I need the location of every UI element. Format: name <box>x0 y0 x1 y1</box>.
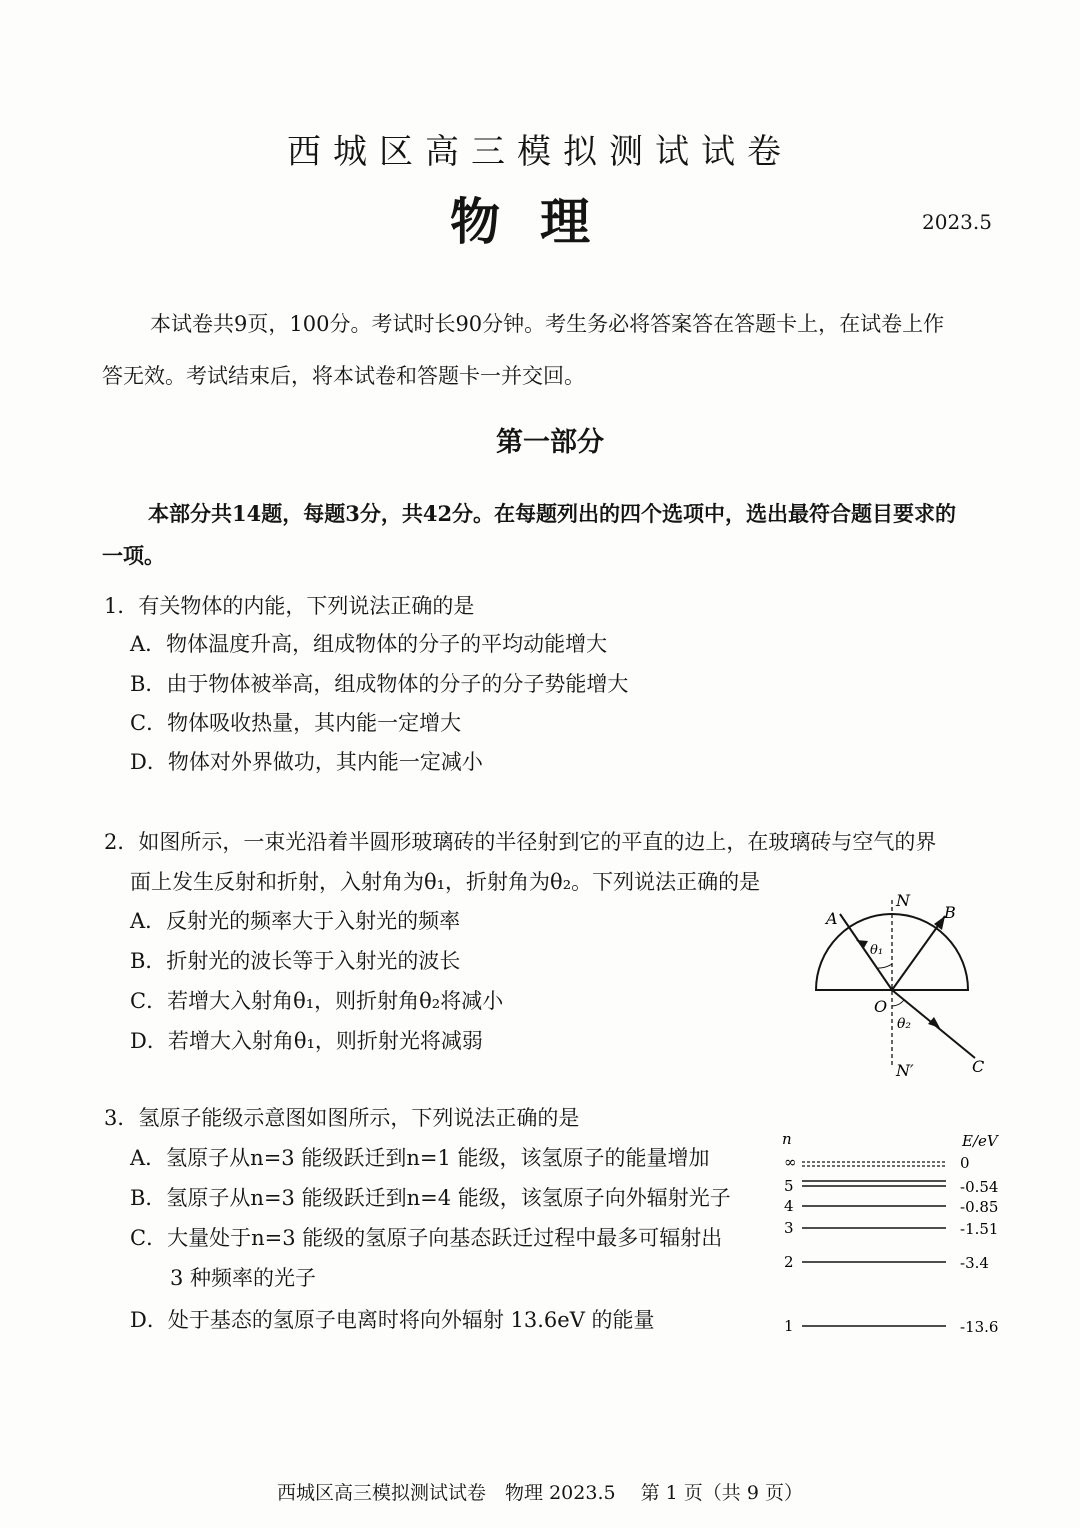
q3-stem: 3．氢原子能级示意图如图所示，下列说法正确的是 <box>104 1106 580 1130</box>
label-c: C <box>972 1057 985 1076</box>
q3-energy-level-diagram <box>770 1128 1015 1343</box>
section-desc-line-2: 一项。 <box>102 543 165 568</box>
energy-axis-header: E/eV <box>962 1132 998 1150</box>
q3-option-c-continued: 3 种频率的光子 <box>170 1266 317 1290</box>
label-theta2: θ₂ <box>897 1016 912 1032</box>
instructions-line-2: 答无效。考试结束后，将本试卷和答题卡一并交回。 <box>102 364 585 388</box>
incident-ray <box>840 914 892 990</box>
q1-option-b: B．由于物体被举高，组成物体的分子的分子势能增大 <box>130 672 629 696</box>
energy-levels <box>784 1153 998 1336</box>
energy-level-e-label: -1.51 <box>960 1220 999 1238</box>
q3-option-c: C．大量处于n=3 能级的氢原子向基态跃迁过程中最多可辐射出 <box>130 1226 723 1250</box>
n-axis-header: n <box>782 1130 792 1148</box>
energy-level-n-label: 3 <box>784 1219 794 1237</box>
q2-stem-line-2: 面上发生反射和折射，入射角为θ₁，折射角为θ₂。下列说法正确的是 <box>130 870 761 894</box>
label-n-prime: N′ <box>896 1061 914 1080</box>
label-o: O <box>874 997 888 1016</box>
energy-level-n-label: 5 <box>784 1177 794 1195</box>
label-a: A <box>826 909 838 928</box>
energy-level-e-label: -0.54 <box>960 1178 999 1196</box>
q1-stem: 1．有关物体的内能，下列说法正确的是 <box>104 594 475 618</box>
label-b: B <box>944 903 956 922</box>
q3-option-b: B．氢原子从n=3 能级跃迁到n=4 能级，该氢原子向外辐射光子 <box>130 1186 731 1210</box>
theta2-arc <box>892 1000 904 1006</box>
energy-level-e-label: -13.6 <box>960 1318 999 1336</box>
q1-option-d: D．物体对外界做功，其内能一定减小 <box>130 750 483 774</box>
q1-option-c: C．物体吸收热量，其内能一定增大 <box>130 711 462 735</box>
instructions-line-1: 本试卷共9页，100分。考试时长90分钟。考生务必将答案答在答题卡上，在试卷上作 <box>150 312 945 336</box>
q2-stem-line-1: 2．如图所示，一束光沿着半圆形玻璃砖的半径射到它的平直的边上，在玻璃砖与空气的界 <box>104 830 937 854</box>
energy-level-e-label: 0 <box>960 1154 970 1172</box>
exam-date: 2023.5 <box>922 210 992 234</box>
q2-option-d: D．若增大入射角θ₁，则折射光将减弱 <box>130 1029 483 1053</box>
q1-option-a: A．物体温度升高，组成物体的分子的平均动能增大 <box>130 632 608 656</box>
section-desc-line-1: 本部分共14题，每题3分，共42分。在每题列出的四个选项中，选出最符合题目要求的 <box>148 501 957 526</box>
label-theta1: θ₁ <box>870 943 884 958</box>
q2-refraction-diagram <box>800 888 1010 1083</box>
energy-level-n-label: ∞ <box>784 1153 797 1171</box>
q3-option-a: A．氢原子从n=3 能级跃迁到n=1 能级，该氢原子的能量增加 <box>130 1146 710 1170</box>
q3-option-d: D．处于基态的氢原子电离时将向外辐射 13.6eV 的能量 <box>130 1308 655 1332</box>
q2-option-a: A．反射光的频率大于入射光的频率 <box>130 909 461 933</box>
q2-option-c: C．若增大入射角θ₁，则折射角θ₂将减小 <box>130 989 504 1013</box>
q2-option-b: B．折射光的波长等于入射光的波长 <box>130 949 461 973</box>
label-n: N <box>896 891 910 910</box>
exam-title: 西城区高三模拟测试试卷 <box>287 132 793 172</box>
energy-level-n-label: 1 <box>784 1317 794 1335</box>
energy-level-e-label: -0.85 <box>960 1198 999 1216</box>
subject-title: 物理 <box>450 192 630 251</box>
theta1-arc <box>876 964 892 968</box>
section-title: 第一部分 <box>496 427 604 458</box>
energy-level-n-label: 4 <box>784 1197 794 1215</box>
reflected-ray <box>892 916 945 990</box>
page-footer: 西城区高三模拟测试试卷 物理 2023.5 第 1 页（共 9 页） <box>277 1482 803 1504</box>
refracted-arrow <box>928 1017 940 1028</box>
energy-level-e-label: -3.4 <box>960 1254 989 1272</box>
energy-level-n-label: 2 <box>784 1253 794 1271</box>
